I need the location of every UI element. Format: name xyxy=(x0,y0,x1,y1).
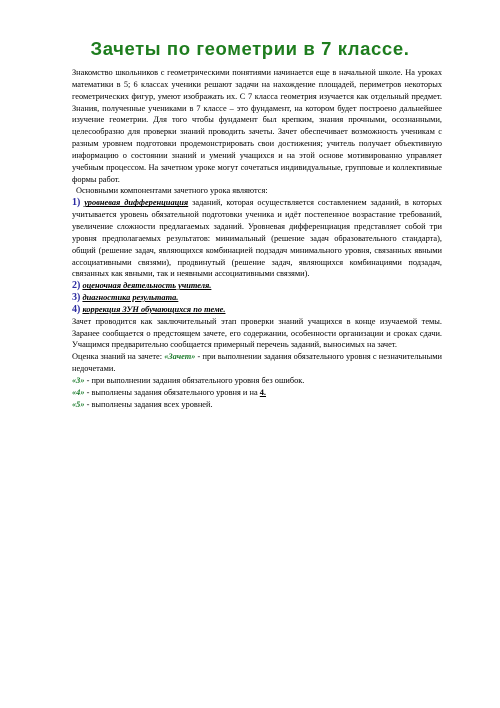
document-body xyxy=(72,67,442,410)
grading-5 xyxy=(72,399,442,411)
item-text: коррекция ЗУН обучающихся по теме. xyxy=(82,304,226,314)
components-heading: Основными компонентами зачетного урока являются: xyxy=(76,186,268,196)
conduct-paragraph: Зачет проводится как заключительный этап проверки знаний учащихся в конце изучаемой темы. Заранее сообщается о предстоящем зачете, его содержании, особенности организации и сроках сдачи. Учащимся предварительно сообщается примерный перечень заданий, выносимых на зачет. xyxy=(72,316,442,350)
grade-label-5: «5» xyxy=(72,399,85,409)
grade-label-4: «4» xyxy=(72,387,85,397)
item-text: оценочная деятельность учителя. xyxy=(82,281,212,291)
component-item-4 xyxy=(72,304,442,316)
item-text: заданий, которая осуществляется составлением заданий, в которых учитывается уровень обязательной подготовки ученика и идёт постепенное возрастание требований, увеличение сложности предлагаемых заданий. Уровневая дифференциация представляет собой три уровня предполагаемых результатов: минимальный (решение задач образовательного стандарта), общий (решение задач, являющихся комбинацией подзадач минимального уровня, связанных явными ассоциативными связями), продвинутый (решение задач, являющихся комбинациями подзадач, связанных как явными, так и неявными ассоциативными связями). xyxy=(72,198,443,279)
grading-intro: Оценка знаний на зачете: xyxy=(72,352,165,362)
grade-text-3: - при выполнении задания обязательного уровня без ошибок. xyxy=(84,375,305,385)
grade-text-4: - выполнены задания обязательного уровня и на xyxy=(84,387,260,397)
item-number: 2) xyxy=(72,280,81,292)
document-title: Зачеты по геометрии в 7 классе. xyxy=(90,38,410,59)
item-keyword: уровневая дифференциация xyxy=(84,198,189,208)
item-number: 3) xyxy=(72,292,81,304)
item-number: 4) xyxy=(72,303,81,315)
item-number: 1) xyxy=(72,197,81,209)
grade-text-5: - выполнены задания всех уровней. xyxy=(84,399,213,409)
grading-3 xyxy=(72,375,442,387)
grading-4 xyxy=(72,387,442,399)
grade-label-3: «3» xyxy=(72,375,85,385)
grade-4-level: 4. xyxy=(259,387,267,397)
grading-zachet xyxy=(72,351,442,375)
component-item-1 xyxy=(72,197,442,280)
item-text: диагностика результата. xyxy=(82,293,179,303)
grade-text-zachet: - при выполнении задания обязательного уровня с незначительными недочетами. xyxy=(72,352,442,374)
component-item-2 xyxy=(72,280,442,292)
grade-label-zachet: «Зачет» xyxy=(164,352,196,362)
component-item-3 xyxy=(72,292,442,304)
intro-paragraph: Знакомство школьников с геометрическими понятиями начинается еще в начальной школе. На уроках математики в 5; 6 классах ученики решают задачи на нахождение площадей, периметров некоторых геометрических фигур, умеют изображать их. С 7 класса геометрия изучается как отдельный предмет. Знания, полученные учениками в 7 классе – это фундамент, на котором будет построено дальнейшее изучение геометрии. Для того чтобы фундамент был крепким, знания прочными, осознанными, целесообразно для проверки знаний проводить зачеты. Зачет обеспечивает возможность ученикам с разным уровнем подготовки продемонстрировать свои достижения; учитель получает объективную информацию о состоянии знаний и умений учащихся и на этой основе мотивированно управляет учебным процессом. На зачетном уроке могут сочетаться индивидуальные, групповые и коллективные формы работ. xyxy=(72,68,442,184)
